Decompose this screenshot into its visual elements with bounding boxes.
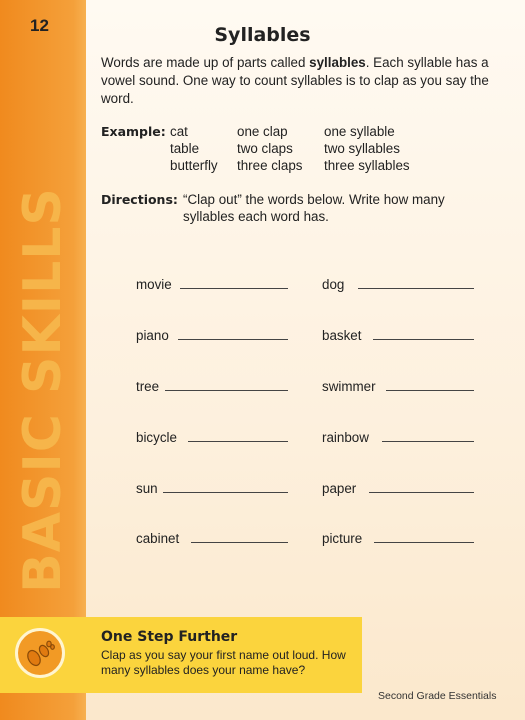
word-label: movie: [136, 277, 172, 292]
intro-bold-term: syllables: [309, 55, 366, 70]
main-panel: [86, 0, 525, 720]
word-label: paper: [322, 481, 357, 496]
directions-label: Directions:: [101, 192, 178, 207]
answer-line[interactable]: [358, 288, 474, 289]
answer-line[interactable]: [165, 390, 288, 391]
answer-line[interactable]: [178, 339, 288, 340]
book-credit: Second Grade Essentials: [378, 690, 497, 702]
footer-text: Clap as you say your first name out loud. How many syllables does your name have?: [101, 648, 346, 677]
answer-line[interactable]: [191, 542, 288, 543]
example-claps: three claps: [237, 158, 303, 173]
word-label: tree: [136, 379, 160, 394]
intro-paragraph: [101, 54, 501, 108]
sidebar-band: [0, 0, 86, 720]
page-number: 12: [30, 16, 49, 35]
intro-text-after: . Each syllable has a vowel sound. One way to count syllables is to clap as you say the word.: [101, 55, 489, 106]
intro-text-before: Words are made up of parts called: [101, 55, 310, 70]
answer-line[interactable]: [382, 441, 474, 442]
answer-line[interactable]: [369, 492, 474, 493]
word-label: picture: [322, 531, 363, 546]
word-label: basket: [322, 328, 362, 343]
example-word: table: [170, 141, 200, 156]
answer-line[interactable]: [373, 339, 474, 340]
word-label: cabinet: [136, 531, 180, 546]
answer-line[interactable]: [374, 542, 474, 543]
example-claps: two claps: [237, 141, 293, 156]
example-syllables: two syllables: [324, 141, 400, 156]
answer-line[interactable]: [386, 390, 474, 391]
directions-text: “Clap out” the words below. Write how many syllables each word has.: [183, 192, 445, 224]
answer-line[interactable]: [188, 441, 288, 442]
word-label: rainbow: [322, 430, 369, 445]
footprint-icon: [15, 628, 65, 678]
side-label: BASIC SKILLS: [13, 187, 73, 593]
word-label: bicycle: [136, 430, 177, 445]
word-label: piano: [136, 328, 169, 343]
word-label: dog: [322, 277, 345, 292]
example-claps: one clap: [237, 124, 288, 139]
word-label: sun: [136, 481, 158, 496]
example-syllables: one syllable: [324, 124, 395, 139]
example-word: butterfly: [170, 158, 218, 173]
footer-title: One Step Further: [101, 629, 238, 645]
word-label: swimmer: [322, 379, 376, 394]
answer-line[interactable]: [180, 288, 288, 289]
example-word: cat: [170, 124, 188, 139]
page-title: Syllables: [214, 24, 311, 46]
example-label: Example:: [101, 124, 166, 139]
example-syllables: three syllables: [324, 158, 410, 173]
answer-line[interactable]: [163, 492, 288, 493]
